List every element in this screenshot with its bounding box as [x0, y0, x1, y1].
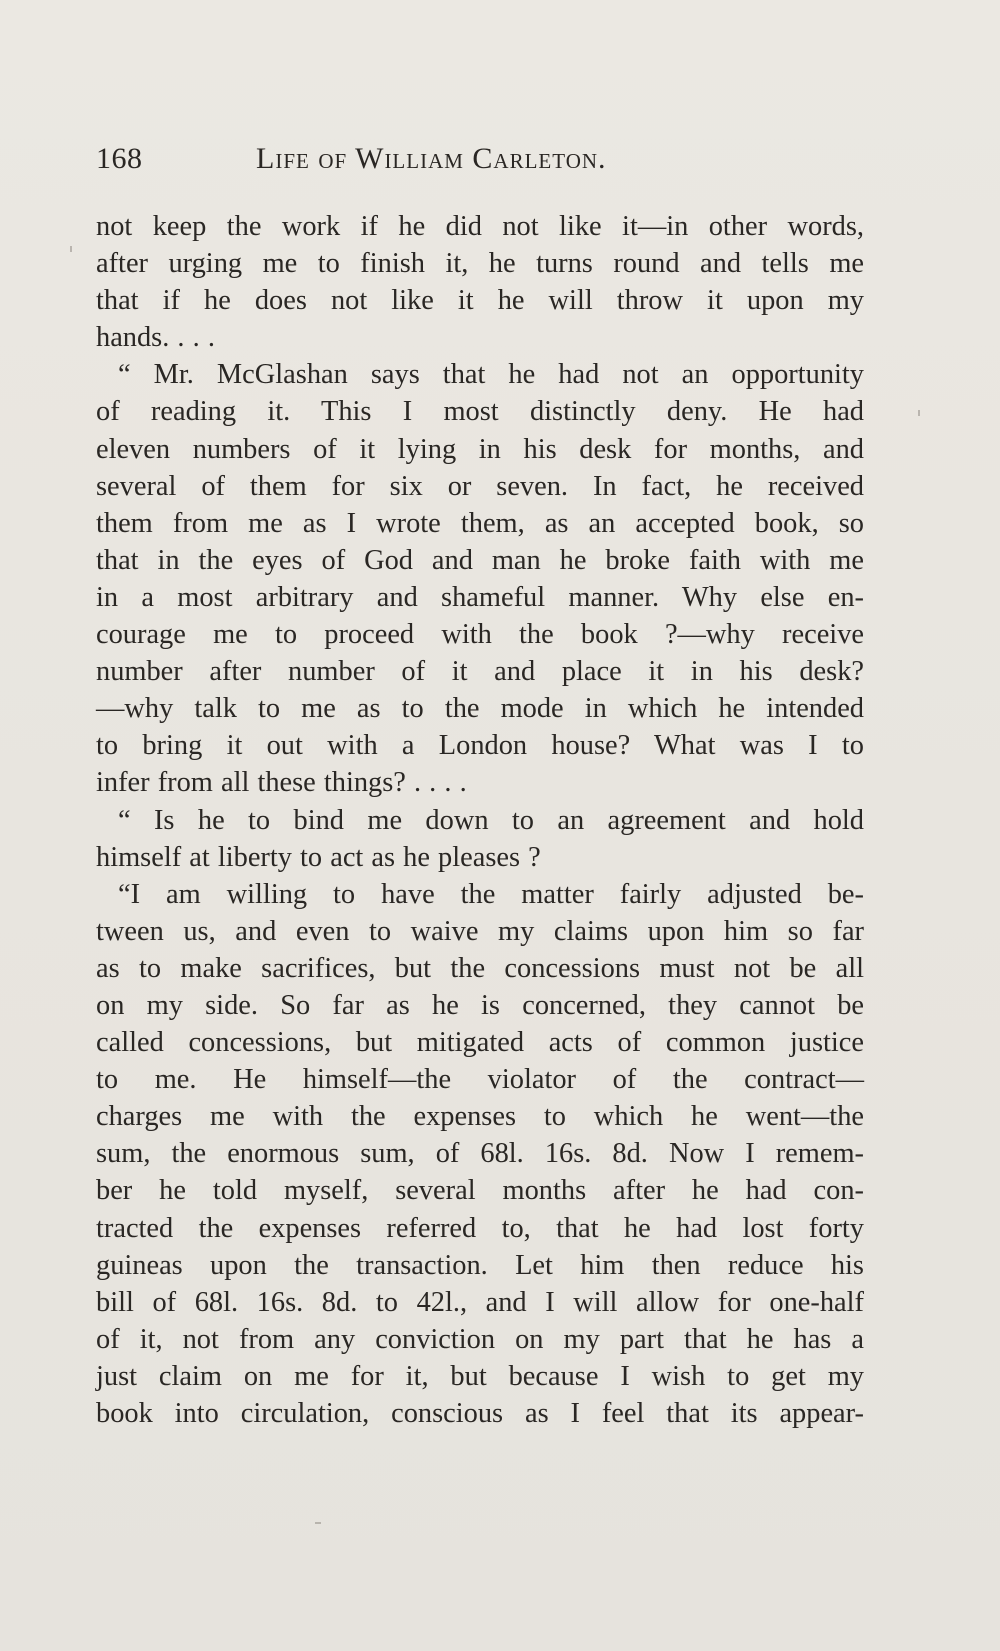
text-line: just claim on me for it, but because I wish to get my — [96, 1360, 864, 1392]
text-line: eleven numbers of it lying in his desk for months, and — [96, 433, 864, 465]
paper-speck — [315, 1522, 321, 1524]
text-line: —why talk to me as to the mode in which he intended — [96, 693, 864, 725]
text-line: tracted the expenses referred to, that he had lost forty — [96, 1212, 864, 1244]
text-line: tween us, and even to waive my claims upon him so far — [96, 915, 864, 947]
text-line: “ Is he to bind me down to an agreement and hold — [118, 804, 864, 836]
text-line: “ Mr. McGlashan says that he had not an opportunity — [118, 359, 864, 391]
text-line: on my side. So far as he is concerned, they cannot be — [96, 989, 864, 1021]
page-header — [96, 142, 864, 182]
text-line: himself at liberty to act as he pleases ? — [96, 841, 541, 873]
paper-speck — [70, 246, 72, 252]
text-line: called concessions, but mitigated acts of common justice — [96, 1027, 864, 1059]
text-line: as to make sacrifices, but the concessions must not be all — [96, 952, 864, 984]
text-line: in a most arbitrary and shameful manner. Why else en- — [96, 581, 864, 613]
text-line: after urging me to finish it, he turns round and tells me — [96, 248, 864, 280]
text-line: several of them for six or seven. In fact, he received — [96, 470, 864, 502]
text-line: “I am willing to have the matter fairly adjusted be- — [118, 878, 864, 910]
text-line: courage me to proceed with the book ?—why receive — [96, 619, 864, 651]
running-head: Life of William Carleton. — [256, 142, 607, 175]
text-line: infer from all these things? . . . . — [96, 767, 467, 799]
text-line: hands. . . . — [96, 322, 215, 354]
paper-speck — [918, 410, 920, 416]
text-line: of it, not from any conviction on my part that he has a — [96, 1323, 864, 1355]
text-line: that in the eyes of God and man he broke faith with me — [96, 544, 864, 576]
text-line: them from me as I wrote them, as an accepted book, so — [96, 507, 864, 539]
text-line: book into circulation, conscious as I feel that its appear- — [96, 1398, 864, 1429]
text-line: number after number of it and place it in his desk? — [96, 656, 864, 688]
text-line: not keep the work if he did not like it—in other words, — [96, 211, 864, 242]
page-number: 168 — [96, 142, 143, 175]
body-text — [96, 208, 864, 1432]
text-line: to bring it out with a London house? What was I to — [96, 730, 864, 762]
text-line: ber he told myself, several months after he had con- — [96, 1175, 864, 1207]
text-line: bill of 68l. 16s. 8d. to 42l., and I will allow for one-half — [96, 1286, 864, 1318]
text-line: that if he does not like it he will throw it upon my — [96, 285, 864, 317]
text-line: charges me with the expenses to which he went—the — [96, 1101, 864, 1133]
text-line: guineas upon the transaction. Let him then reduce his — [96, 1249, 864, 1281]
text-line: of reading it. This I most distinctly deny. He had — [96, 396, 864, 428]
text-line: to me. He himself—the violator of the contract— — [96, 1064, 864, 1096]
text-line: sum, the enormous sum, of 68l. 16s. 8d. Now I remem- — [96, 1138, 864, 1170]
